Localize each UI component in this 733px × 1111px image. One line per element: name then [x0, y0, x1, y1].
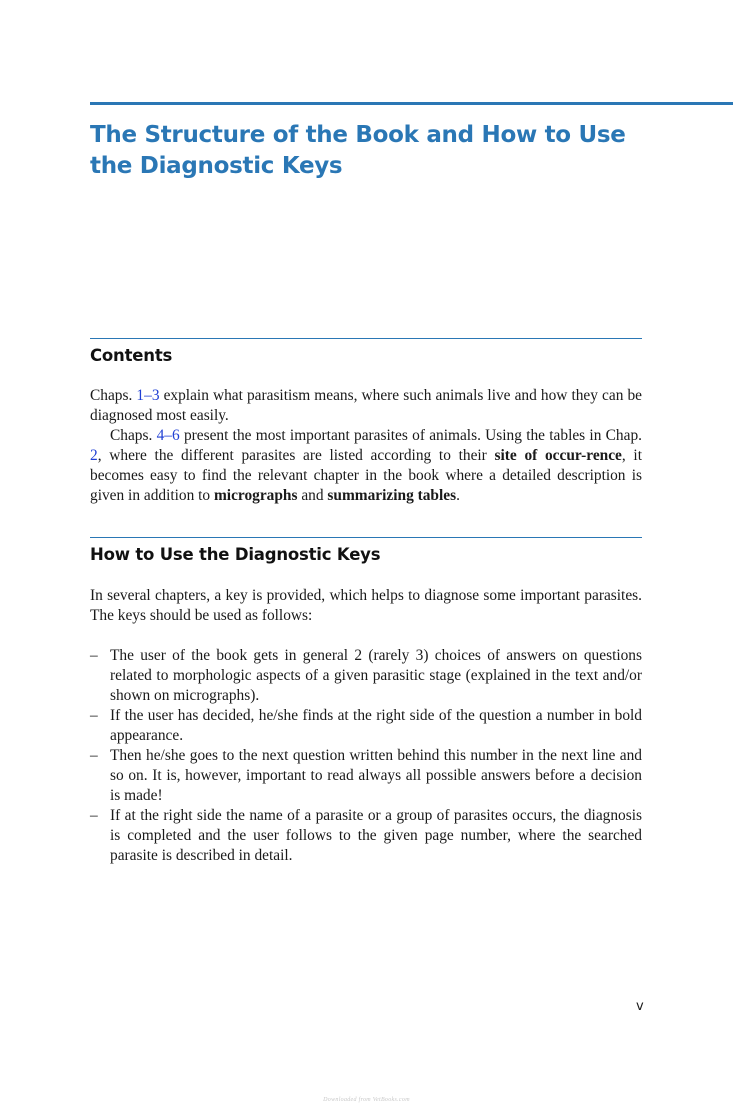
- range-dash: –: [164, 427, 172, 444]
- list-item-text: If the user has decided, he/she finds at the right side of the question a number in bold appearance.: [110, 707, 642, 744]
- contents-rule: [90, 338, 642, 339]
- p2-text-c: , where the different parasites are listed according to their: [97, 447, 495, 464]
- chapter-title: The Structure of the Book and How to Use the Diagnostic Keys: [90, 122, 626, 179]
- contents-paragraph-1: [90, 386, 642, 426]
- chapter-link-1[interactable]: 1: [136, 387, 145, 404]
- list-item: [90, 646, 642, 706]
- keys-intro: In several chapters, a key is provided, which helps to diagnose some important parasites. The keys should be used as follows:: [90, 587, 642, 624]
- list-dash: –: [90, 647, 98, 664]
- keys-heading: How to Use the Diagnostic Keys: [90, 545, 381, 564]
- contents-paragraph-2: [90, 426, 642, 506]
- download-watermark: Downloaded from VetBooks.com: [323, 1097, 410, 1103]
- p2-text-a: Chaps.: [110, 427, 157, 444]
- list-item-text: If at the right side the name of a parasite or a group of parasites occurs, the diagnosis is completed and the user follows to the given page number, where the searched parasite is described in detail.: [110, 807, 642, 864]
- list-item-text: Then he/she goes to the next question written behind this number in the next line and so on. It is, however, important to read always all possible answers before a decision is made!: [110, 747, 642, 804]
- bold-micrographs: micrographs: [213, 487, 298, 504]
- p2-text-d: , it becomes easy to find the relevant chapter in the book where a detailed description is given in addition to: [90, 447, 642, 504]
- p2-text-b: present the most important parasites of animals. Using the tables in Chap.: [179, 427, 642, 444]
- page-number: v: [636, 999, 644, 1014]
- list-item: [90, 806, 642, 866]
- keys-instructions-list: [90, 646, 642, 866]
- range-dash: –: [144, 387, 152, 404]
- list-item-text: The user of the book gets in general 2 (rarely 3) choices of answers on questions related to morphologic aspects of a given parasitic stage (explained in the text and/or shown on micrographs).: [110, 647, 642, 704]
- p1-text-a: Chaps.: [90, 387, 137, 404]
- p2-text-e: and: [297, 487, 328, 504]
- p2-text-f: .: [456, 487, 460, 504]
- chapter-link-4[interactable]: 4: [156, 427, 165, 444]
- p1-text-b: explain what parasitism means, where such animals live and how they can be diagnosed most easily.: [90, 387, 642, 424]
- keys-rule: [90, 537, 642, 538]
- chapter-link-2[interactable]: 2: [90, 447, 98, 464]
- chapter-link-3[interactable]: 3: [151, 387, 160, 404]
- list-dash: –: [90, 807, 98, 824]
- list-dash: –: [90, 747, 98, 764]
- chapter-link-6[interactable]: 6: [172, 427, 180, 444]
- top-rule: [90, 102, 733, 105]
- bold-site-of-occurrence: site of occur-rence: [494, 447, 622, 464]
- list-item: [90, 746, 642, 806]
- bold-summarizing-tables: summarizing tables: [327, 487, 457, 504]
- contents-heading: Contents: [90, 346, 173, 365]
- list-item: [90, 706, 642, 746]
- list-dash: –: [90, 707, 98, 724]
